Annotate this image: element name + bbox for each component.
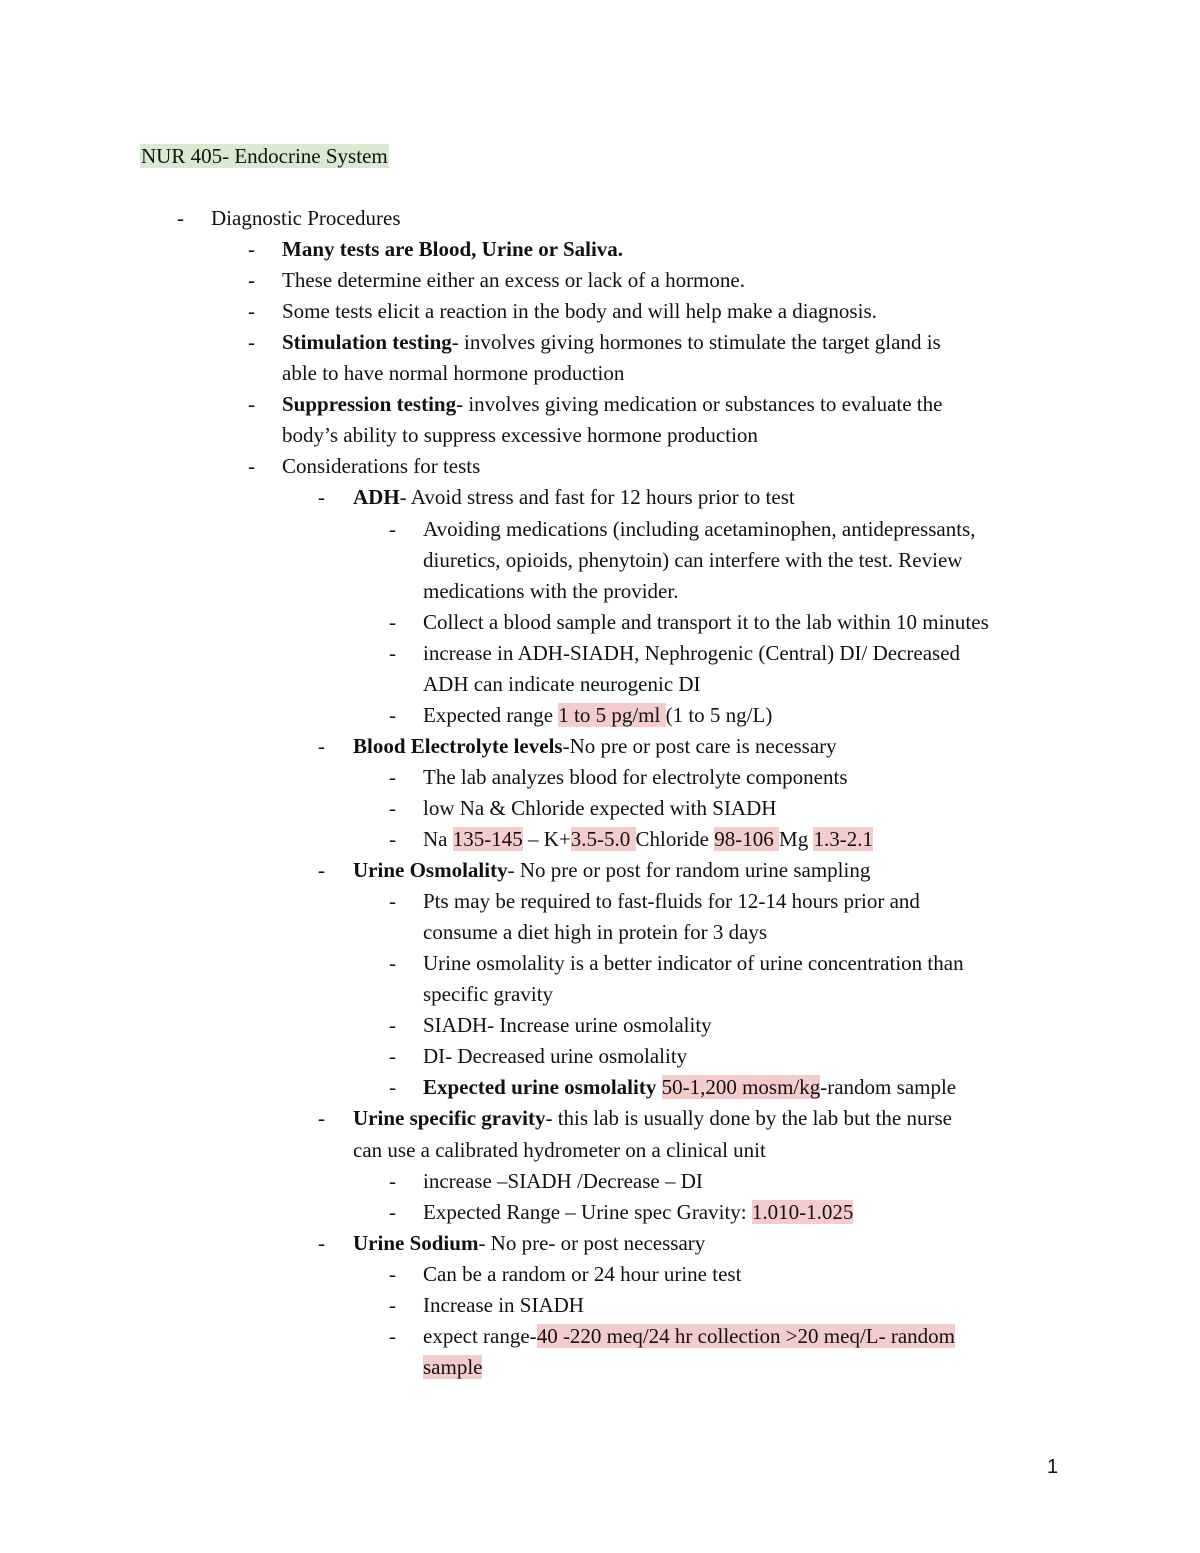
list-item-text: can use a calibrated hydrometer on a clinical unit	[353, 1138, 766, 1162]
list-item	[423, 795, 776, 821]
list-bullet-dash: -	[389, 517, 396, 541]
page-number: 1	[1047, 1456, 1059, 1478]
list-bullet-dash: -	[389, 1200, 396, 1224]
list-item	[423, 640, 960, 666]
list-item	[282, 267, 745, 293]
bold-term: Blood Electrolyte levels	[353, 734, 563, 758]
highlighted-value: 1 to 5 pg/ml	[558, 703, 666, 727]
list-item	[423, 671, 701, 697]
list-bullet-dash: -	[389, 1262, 396, 1286]
bold-term: Stimulation testing	[282, 330, 452, 354]
list-item	[282, 360, 624, 386]
list-bullet-dash: -	[318, 1231, 325, 1255]
list-item-text: Urine osmolality is a better indicator of urine concentration than	[423, 951, 964, 975]
list-item-text: Mg	[779, 827, 814, 851]
document-title-text: NUR 405- Endocrine System	[141, 144, 388, 168]
list-bullet-dash: -	[248, 454, 255, 478]
list-item-text: Considerations for tests	[282, 454, 481, 478]
list-bullet-dash: -	[389, 1075, 396, 1099]
list-item	[282, 391, 942, 417]
list-bullet-dash: -	[318, 485, 325, 509]
list-item	[282, 298, 877, 324]
list-bullet-dash: -	[318, 858, 325, 882]
list-item-text: low Na & Chloride expected with SIADH	[423, 796, 777, 820]
list-bullet-dash: -	[389, 1324, 396, 1348]
bold-term: Urine Sodium	[353, 1231, 479, 1255]
highlighted-value: 98-106	[714, 827, 780, 851]
list-bullet-dash: -	[248, 330, 255, 354]
list-item-text: Expected Range – Urine spec Gravity:	[423, 1200, 752, 1224]
list-item-text: increase in ADH-SIADH, Nephrogenic (Central) DI/ Decreased	[423, 641, 961, 665]
list-item-text: Na	[423, 827, 453, 851]
list-bullet-dash: -	[389, 1044, 396, 1068]
list-bullet-dash: -	[248, 268, 255, 292]
list-item	[423, 1261, 741, 1287]
list-item-text: medications with the provider.	[423, 579, 679, 603]
highlighted-value: 135-145	[452, 827, 523, 851]
list-bullet-dash: -	[318, 1106, 325, 1130]
highlighted-value: sample	[423, 1355, 483, 1379]
list-item	[423, 609, 989, 635]
list-item	[423, 1199, 853, 1225]
list-bullet-dash: -	[389, 951, 396, 975]
list-item	[353, 1105, 952, 1131]
document-title	[140, 143, 389, 169]
list-bullet-dash: -	[389, 796, 396, 820]
bold-term: Urine specific gravity	[353, 1106, 546, 1130]
list-item-text: DI- Decreased urine osmolality	[423, 1044, 688, 1068]
list-item	[423, 702, 772, 728]
list-bullet-dash: -	[389, 610, 396, 634]
list-item-text: - No pre or post for random urine sampling	[507, 858, 871, 882]
list-item	[423, 1012, 712, 1038]
list-item-text: consume a diet high in protein for 3 days	[423, 920, 768, 944]
list-item	[423, 1043, 687, 1069]
bold-term: Expected urine osmolality	[423, 1075, 657, 1099]
list-bullet-dash: -	[389, 1293, 396, 1317]
list-item	[353, 733, 837, 759]
list-item	[423, 1292, 584, 1318]
list-item-text: – K+	[522, 827, 571, 851]
list-item-text: body’s ability to suppress excessive hormone production	[282, 423, 758, 447]
list-item	[423, 981, 553, 1007]
bold-term: Urine Osmolality	[353, 858, 508, 882]
list-item	[353, 1230, 705, 1256]
highlighted-value: 50-1,200 mosm/kg	[661, 1075, 821, 1099]
highlighted-value: >20 meq/L- random	[785, 1324, 956, 1348]
list-item-text: These determine either an excess or lack of a hormone.	[282, 268, 745, 292]
list-item	[423, 950, 964, 976]
list-item-text: Diagnostic Procedures	[211, 206, 401, 230]
list-bullet-dash: -	[177, 206, 184, 230]
highlighted-value: 40 -220 meq/24 hr collection	[536, 1324, 786, 1348]
list-bullet-dash: -	[389, 1169, 396, 1193]
list-bullet-dash: -	[389, 827, 396, 851]
list-bullet-dash: -	[248, 392, 255, 416]
list-item-text: - No pre- or post necessary	[478, 1231, 706, 1255]
list-item	[353, 484, 795, 510]
list-item	[423, 1074, 956, 1100]
list-item-text	[656, 1075, 661, 1099]
bold-term: Many tests are Blood, Urine or Saliva.	[282, 237, 624, 261]
list-item	[282, 236, 623, 262]
list-item	[282, 422, 758, 448]
list-item-text: -No pre or post care is necessary	[562, 734, 837, 758]
list-item	[423, 516, 975, 542]
list-item-text: - this lab is usually done by the lab but the nurse	[545, 1106, 952, 1130]
list-item	[353, 857, 870, 883]
list-item	[423, 826, 873, 852]
list-item-text: Pts may be required to fast-fluids for 12-14 hours prior and	[423, 889, 920, 913]
list-item	[423, 1354, 482, 1380]
bold-term: Suppression testing	[282, 392, 457, 416]
list-item-text: Avoiding medications (including acetaminophen, antidepressants,	[423, 517, 976, 541]
list-item-text: specific gravity	[423, 982, 554, 1006]
list-item	[423, 1168, 703, 1194]
list-bullet-dash: -	[389, 703, 396, 727]
list-bullet-dash: -	[389, 889, 396, 913]
list-item-text: -random sample	[820, 1075, 957, 1099]
list-item-text: - involves giving medication or substances to evaluate the	[456, 392, 943, 416]
list-bullet-dash: -	[248, 299, 255, 323]
list-item-text: The lab analyzes blood for electrolyte components	[423, 765, 848, 789]
list-item-text: - involves giving hormones to stimulate the target gland is	[451, 330, 941, 354]
list-item-text: Some tests elicit a reaction in the body and will help make a diagnosis.	[282, 299, 877, 323]
bold-term: ADH	[353, 485, 400, 509]
list-item-text: able to have normal hormone production	[282, 361, 625, 385]
list-bullet-dash: -	[318, 734, 325, 758]
list-item	[423, 764, 848, 790]
list-item-text: SIADH- Increase urine osmolality	[423, 1013, 712, 1037]
list-item	[353, 1137, 766, 1163]
list-item-text: - Avoid stress and fast for 12 hours prior to test	[399, 485, 795, 509]
list-item	[211, 205, 401, 231]
list-item	[423, 547, 962, 573]
list-item-text: Can be a random or 24 hour urine test	[423, 1262, 742, 1286]
list-bullet-dash: -	[389, 641, 396, 665]
list-item-text: diuretics, opioids, phenytoin) can interfere with the test. Review	[423, 548, 963, 572]
list-item	[423, 578, 678, 604]
list-bullet-dash: -	[248, 237, 255, 261]
list-item	[282, 329, 941, 355]
list-item-text: Increase in SIADH	[423, 1293, 584, 1317]
list-bullet-dash: -	[389, 765, 396, 789]
highlighted-value: 1.3-2.1	[813, 827, 873, 851]
list-bullet-dash: -	[389, 1013, 396, 1037]
list-item	[423, 1323, 955, 1349]
list-item-text: increase –SIADH /Decrease – DI	[423, 1169, 703, 1193]
highlighted-value: 3.5-5.0	[570, 827, 636, 851]
highlighted-value: 1.010-1.025	[751, 1200, 854, 1224]
list-item-text: (1 to 5 ng/L)	[665, 703, 773, 727]
list-item	[282, 453, 480, 479]
list-item	[423, 919, 767, 945]
list-item-text: Expected range	[423, 703, 559, 727]
list-item-text: Collect a blood sample and transport it to the lab within 10 minutes	[423, 610, 989, 634]
list-item-text: expect range-	[423, 1324, 537, 1348]
list-item-text: ADH can indicate neurogenic DI	[423, 672, 701, 696]
list-item-text: Chloride	[635, 827, 715, 851]
list-item	[423, 888, 920, 914]
